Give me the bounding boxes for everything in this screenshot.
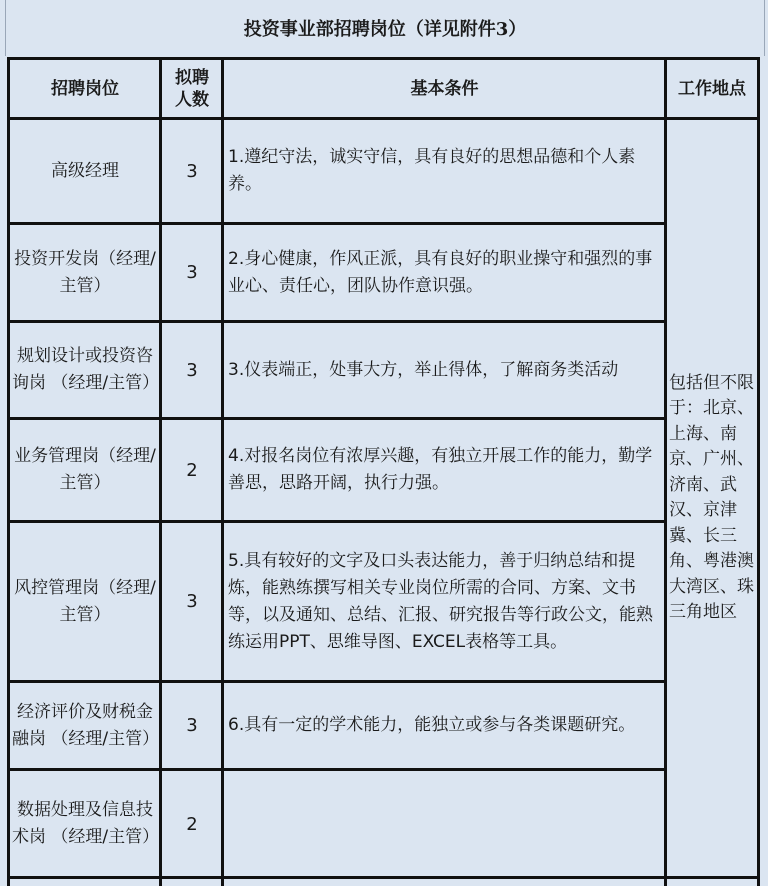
grid-line <box>7 222 667 225</box>
row-4-requirement: 4.对报名岗位有浓厚兴趣，有独立开展工作的能力，勤学善思，思路开阔，执行力强。 <box>224 420 665 520</box>
grid-line <box>7 520 667 523</box>
row-3-count: 3 <box>162 323 222 417</box>
header-count: 拟聘人数 <box>162 60 222 118</box>
header-location: 工作地点 <box>667 60 757 118</box>
row-2-requirement: 2.身心健康，作风正派，具有良好的职业操守和强烈的事业心、责任心，团队协作意识强。 <box>224 225 665 320</box>
grid-line <box>7 117 759 120</box>
row-4-position: 业务管理岗（经理/主管） <box>10 420 160 520</box>
row-6-count: 3 <box>162 683 222 768</box>
header-position: 招聘岗位 <box>10 60 160 118</box>
row-7-count: 2 <box>162 772 222 876</box>
row-1-requirement: 1.遵纪守法，诚实守信，具有良好的思想品德和个人素养。 <box>224 120 665 222</box>
grid-line <box>7 320 667 323</box>
row-5-requirement: 5.具有较好的文字及口头表达能力，善于归纳总结和提炼，能熟练撰写相关专业岗位所需的合同、方案、文书等，以及通知、总结、汇报、研究报告等行政公文，能熟练运用PPT、思维导图、EXCEL表格等工具。 <box>224 523 665 680</box>
work-location: 包括但不限于：北京、上海、南京、广州、济南、武汉、京津冀、长三角、粤港澳大湾区、珠三角地区 <box>667 120 757 876</box>
grid-line <box>7 57 10 886</box>
grid-line <box>159 57 162 886</box>
row-5-count: 3 <box>162 523 222 680</box>
row-3-requirement: 3.仪表端正，处事大方，举止得体，了解商务类活动 <box>224 323 665 417</box>
row-6-requirement: 6.具有一定的学术能力，能独立或参与各类课题研究。 <box>224 683 665 768</box>
row-6-position: 经济评价及财税金融岗 （经理/主管） <box>10 683 160 768</box>
grid-line <box>7 680 667 683</box>
grid-line <box>757 57 760 886</box>
row-7-position: 数据处理及信息技术岗 （经理/主管） <box>10 772 160 876</box>
row-5-position: 风控管理岗（经理/主管） <box>10 523 160 680</box>
row-7-requirement <box>224 772 665 876</box>
grid-line <box>7 57 759 60</box>
row-3-position: 规划设计或投资咨询岗 （经理/主管） <box>10 323 160 417</box>
grid-line <box>7 417 667 420</box>
row-1-count: 3 <box>162 120 222 222</box>
header-requirements: 基本条件 <box>224 60 665 118</box>
grid-line <box>7 876 759 879</box>
row-2-position: 投资开发岗（经理/主管） <box>10 225 160 320</box>
row-4-count: 2 <box>162 420 222 520</box>
table-title: 投资事业部招聘岗位（详见附件3） <box>5 0 765 56</box>
grid-line <box>664 57 667 886</box>
grid-line <box>7 768 667 771</box>
grid-line <box>221 57 224 886</box>
row-1-position: 高级经理 <box>10 120 160 222</box>
row-2-count: 3 <box>162 225 222 320</box>
